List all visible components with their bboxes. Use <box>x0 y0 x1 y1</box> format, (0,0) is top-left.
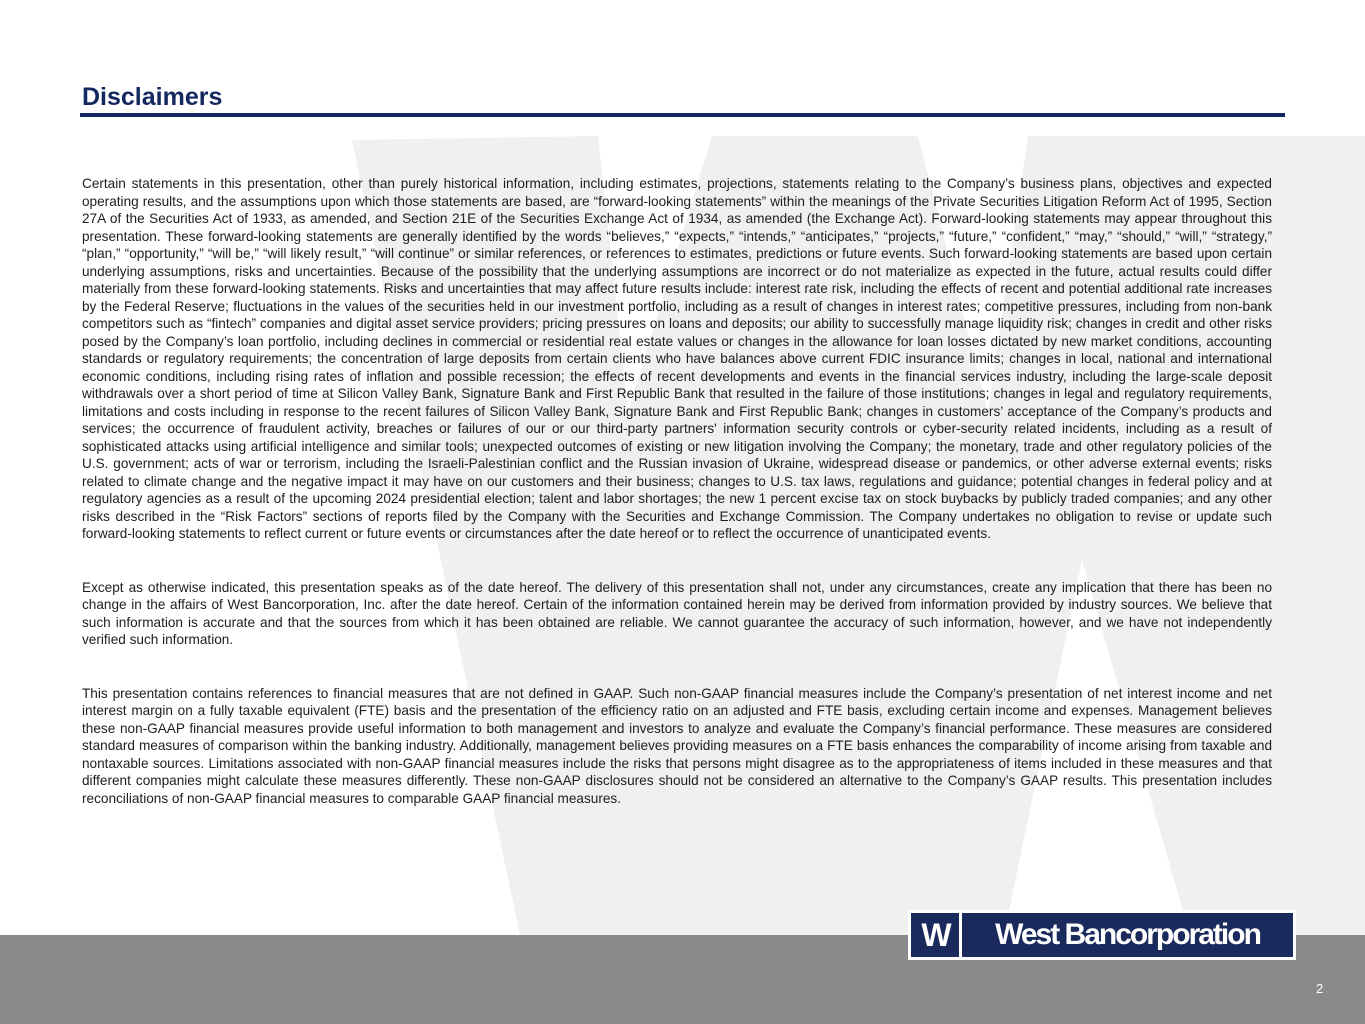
logo-mark: W <box>911 913 959 957</box>
disclaimer-body <box>82 175 1272 843</box>
west-bancorporation-logo <box>908 910 1296 960</box>
forward-looking-paragraph: Certain statements in this presentation, other than purely historical information, including estimates, projections, statements relating to the Company’s business plans, objectives and expected operating results, and the assumptions upon which those statements are based, are “forward-looking statements” within the meanings of the Private Securities Litigation Reform Act of 1995, Section 27A of the Securities Act of 1933, as amended, and Section 21E of the Securities Exchange Act of 1934, as amended (the Exchange Act). Forward-looking statements may appear throughout this presentation. These forward-looking statements are generally identified by the words “believes,” “expects,” “intends,” “anticipates,” “projects,” “future,” “confident,” “may,” “should,” “will,” “strategy,” “plan,” “opportunity,” “will be,” “will likely result,” “will continue” or similar references, or references to estimates, predictions or future events. Such forward-looking statements are based upon certain underlying assumptions, risks and uncertainties. Because of the possibility that the underlying assumptions are incorrect or do not materialize as expected in the future, actual results could differ materially from these forward-looking statements. Risks and uncertainties that may affect future results include: interest rate risk, including the effects of recent and potential additional rate increases by the Federal Reserve; fluctuations in the values of the securities held in our investment portfolio, including as a result of changes in interest rates; competitive pressures, including from non-bank competitors such as “fintech” companies and digital asset service providers; pricing pressures on loans and deposits; our ability to successfully manage liquidity risk; changes in credit and other risks posed by the Company’s loan portfolio, including declines in commercial or residential real estate values or changes in the allowance for loan losses dictated by new market conditions, accounting standards or regulatory requirements; the concentration of large deposits from certain clients who have balances above current FDIC insurance limits; changes in local, national and international economic conditions, including rising rates of inflation and possible recession; the effects of recent developments and events in the financial services industry, including the large-scale deposit withdrawals over a short period of time at Silicon Valley Bank, Signature Bank and First Republic Bank that resulted in the failure of those institutions; changes in legal and regulatory requirements, limitations and costs including in response to the recent failures of Silicon Valley Bank, Signature Bank and First Republic Bank; changes in customers’ acceptance of the Company’s products and services; the occurrence of fraudulent activity, breaches or failures of our or our third-party partners' information security controls or cyber-security related incidents, including as a result of sophisticated attacks using artificial intelligence and similar tools; unexpected outcomes of existing or new litigation involving the Company; the monetary, trade and other regulatory policies of the U.S. government; acts of war or terrorism, including the Israeli-Palestinian conflict and the Russian invasion of Ukraine, widespread disease or pandemics, or other adverse external events; risks related to climate change and the negative impact it may have on our customers and their business; changes to U.S. tax laws, regulations and guidance; potential changes in federal policy and at regulatory agencies as a result of the upcoming 2024 presidential election; talent and labor shortages; the new 1 percent excise tax on stock buybacks by publicly traded companies; and any other risks described in the “Risk Factors” sections of reports filed by the Company with the Securities and Exchange Commission. The Company undertakes no obligation to revise or update such forward-looking statements to reflect current or future events or circumstances after the date hereof or to reflect the occurrence of unanticipated events. <box>82 176 1272 541</box>
page-number: 2 <box>1316 981 1324 996</box>
date-of-presentation-paragraph: Except as otherwise indicated, this presentation speaks as of the date hereof. The delivery of this presentation shall not, under any circumstances, create any implication that there has been no change in the affairs of West Bancorporation, Inc. after the date hereof. Certain of the information contained herein may be derived from information provided by industry sources. We believe that such information is accurate and that the sources from which it has been obtained are reliable. We cannot guarantee the accuracy of such information, however, and we have not independently verified such information. <box>82 579 1272 647</box>
logo-wordmark: West Bancorporation <box>962 913 1293 957</box>
page-title: Disclaimers <box>82 83 223 111</box>
title-divider <box>80 113 1285 117</box>
non-gaap-paragraph: This presentation contains references to financial measures that are not defined in GAAP. Such non-GAAP financial measures include the Company’s presentation of net interest income and net interest margin on a fully taxable equivalent (FTE) basis and the presentation of the efficiency ratio on an adjusted and FTE basis, excluding certain income and expenses. Management believes these non-GAAP financial measures provide useful information to both management and investors to analyze and evaluate the Company’s financial performance. These measures are considered standard measures of comparison within the banking industry. Additionally, management believes providing measures on a FTE basis enhances the comparability of income arising from taxable and nontaxable sources. Limitations associated with non-GAAP financial measures include the risks that persons might disagree as to the appropriateness of items included in these measures and that different companies might calculate these measures differently. These non-GAAP disclosures should not be considered an alternative to the Company’s GAAP results. This presentation includes reconciliations of non-GAAP financial measures to comparable GAAP financial measures. <box>82 685 1272 806</box>
